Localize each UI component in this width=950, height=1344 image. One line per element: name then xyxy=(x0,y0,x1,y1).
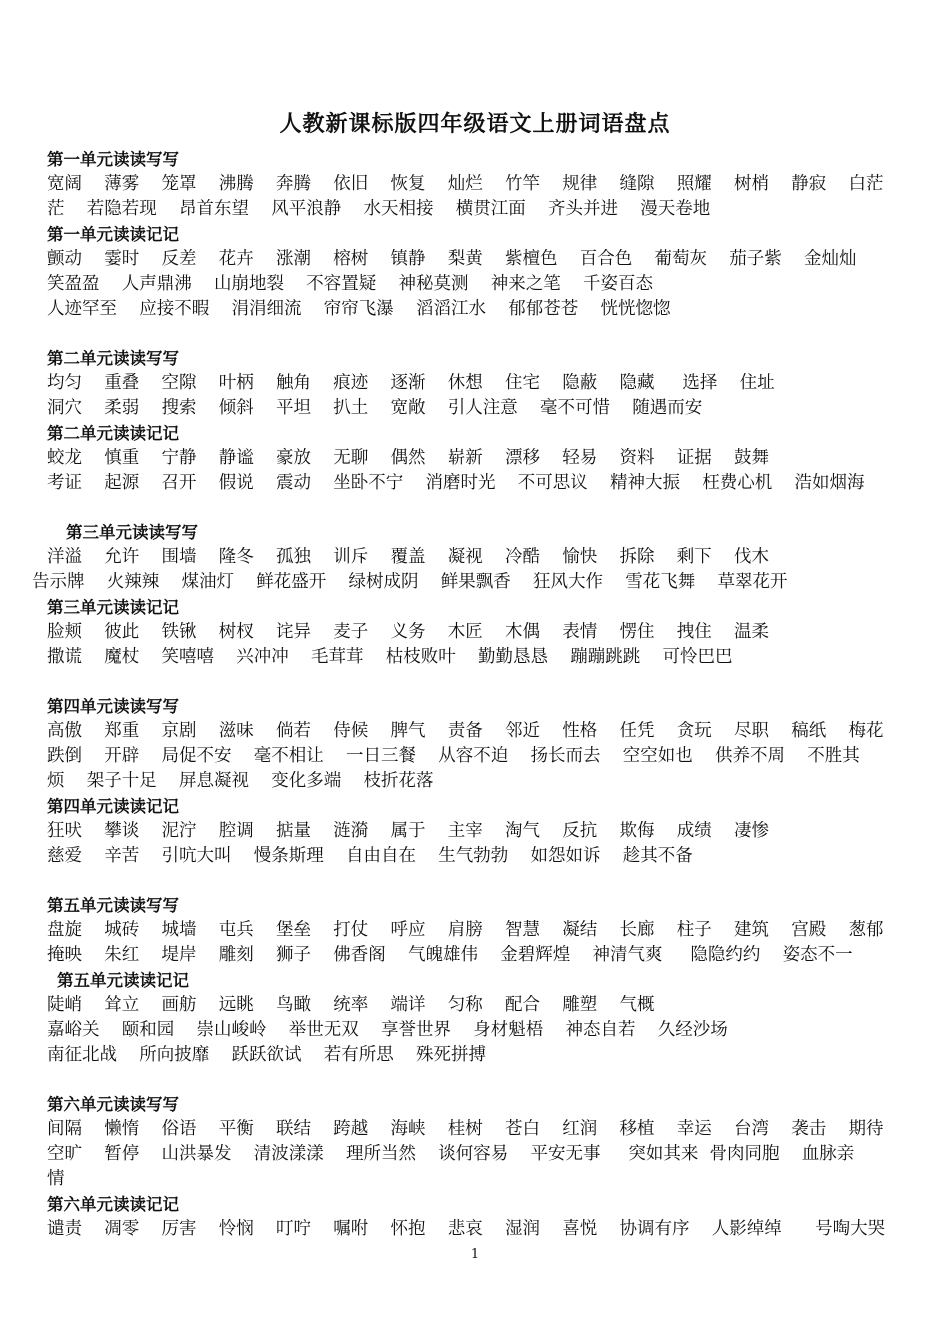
word-line: 陡峭 耸立 画舫 远眺 鸟瞰 统率 端详 匀称 配合 雕塑 气概 xyxy=(47,995,655,1015)
page-number: 1 xyxy=(470,1247,480,1262)
section-heading: 第一单元读读记记 xyxy=(47,225,179,244)
section-heading: 第六单元读读记记 xyxy=(47,1195,179,1214)
word-line: 跌倒 开辟 局促不安 毫不相让 一日三餐 从容不迫 扬长而去 空空如也 供养不周 不胜其 xyxy=(47,746,860,766)
word-line: 洋溢 允许 围墙 隆冬 孤独 训斥 覆盖 凝视 冷酷 愉快 拆除 剩下 伐木 xyxy=(47,547,770,567)
section-heading: 第三单元读读记记 xyxy=(47,598,179,617)
section-heading: 第五单元读读记记 xyxy=(57,971,189,990)
word-line: 宽阔 薄雾 笼罩 沸腾 奔腾 依旧 恢复 灿烂 竹竿 规律 缝隙 照耀 树梢 静寂 白茫 xyxy=(47,174,884,194)
word-line: 人迹罕至 应接不暇 涓涓细流 帘帘飞瀑 滔滔江水 郁郁苍苍 恍恍惚惚 xyxy=(47,299,671,319)
word-line: 高傲 郑重 京剧 滋味 倘若 侍候 脾气 责备 邻近 性格 任凭 贪玩 尽职 稿纸 梅花 xyxy=(47,721,884,741)
section-heading: 第三单元读读写写 xyxy=(66,523,198,542)
word-line: 颤动 霎时 反差 花卉 涨潮 榕树 镇静 梨黄 紫檀色 百合色 葡萄灰 茄子紫 金灿灿 xyxy=(47,249,857,269)
word-line: 嘉峪关 颐和园 崇山峻岭 举世无双 享誉世界 身材魁梧 神态自若 久经沙场 xyxy=(47,1020,728,1040)
word-line: 笑盈盈 人声鼎沸 山崩地裂 不容置疑 神秘莫测 神来之笔 千姿百态 xyxy=(47,274,654,294)
word-line: 撒谎 魔杖 笑嘻嘻 兴冲冲 毛茸茸 枯枝败叶 勤勤恳恳 蹦蹦跳跳 可怜巴巴 xyxy=(47,647,733,667)
word-line: 均匀 重叠 空隙 叶柄 触角 痕迹 逐渐 休想 住宅 隐蔽 隐藏 选择 住址 xyxy=(47,373,775,393)
word-line: 茫 若隐若现 昂首东望 风平浪静 水天相接 横贯江面 齐头并进 漫天卷地 xyxy=(47,199,711,219)
section-heading: 第四单元读读写写 xyxy=(47,697,179,716)
section-heading: 第六单元读读写写 xyxy=(47,1095,179,1114)
word-line: 脸颊 彼此 铁锹 树杈 诧异 麦子 义务 木匠 木偶 表情 愣住 拽住 温柔 xyxy=(47,622,770,642)
word-line: 狂吠 攀谈 泥泞 腔调 掂量 涟漪 属于 主宰 淘气 反抗 欺侮 成绩 凄惨 xyxy=(47,821,770,841)
word-line: 掩映 朱红 堤岸 雕刻 狮子 佛香阁 气魄雄伟 金碧辉煌 神清气爽 隐隐约约 姿态不一 xyxy=(47,945,853,965)
section-heading: 第二单元读读写写 xyxy=(47,349,179,368)
word-line: 考证 起源 召开 假说 震动 坐卧不宁 消磨时光 不可思议 精神大振 枉费心机 浩如烟海 xyxy=(47,473,865,493)
section-heading: 第二单元读读记记 xyxy=(47,424,179,443)
word-line: 情 xyxy=(47,1169,65,1189)
word-line: 南征北战 所向披靡 跃跃欲试 若有所思 殊死拼搏 xyxy=(47,1045,487,1065)
word-line: 烦 架子十足 屏息凝视 变化多端 枝折花落 xyxy=(47,771,434,791)
section-heading: 第五单元读读写写 xyxy=(47,896,179,915)
section-heading: 第四单元读读记记 xyxy=(47,797,179,816)
section-heading: 第一单元读读写写 xyxy=(47,150,179,169)
word-line: 蛟龙 慎重 宁静 静谧 豪放 无聊 偶然 崭新 漂移 轻易 资料 证据 鼓舞 xyxy=(47,448,770,468)
word-line: 谴责 凋零 厉害 怜悯 叮咛 嘱咐 怀抱 悲哀 湿润 喜悦 协调有序 人影绰绰 号啕大哭 xyxy=(47,1219,886,1239)
word-line: 慈爱 辛苦 引吭大叫 慢条斯理 自由自在 生气勃勃 如怨如诉 趁其不备 xyxy=(47,846,693,866)
word-line: 洞穴 柔弱 搜索 倾斜 平坦 扒土 宽敞 引人注意 毫不可惜 随遇而安 xyxy=(47,398,703,418)
word-line: 盘旋 城砖 城墙 屯兵 堡垒 打仗 呼应 肩膀 智慧 凝结 长廊 柱子 建筑 宫殿 葱郁 xyxy=(47,920,884,940)
word-line: 告示牌 火辣辣 煤油灯 鲜花盛开 绿树成阴 鲜果飘香 狂风大作 雪花飞舞 草翠花开 xyxy=(32,572,788,592)
page-title: 人教新课标版四年级语文上册词语盘点 xyxy=(279,111,671,137)
word-line: 间隔 懒惰 俗语 平衡 联结 跨越 海峡 桂树 苍白 红润 移植 幸运 台湾 袭击 期待 xyxy=(47,1119,884,1139)
word-line: 空旷 暂停 山洪暴发 清波漾漾 理所当然 谈何容易 平安无事 突如其来 骨肉同胞 血脉亲 xyxy=(47,1144,855,1164)
